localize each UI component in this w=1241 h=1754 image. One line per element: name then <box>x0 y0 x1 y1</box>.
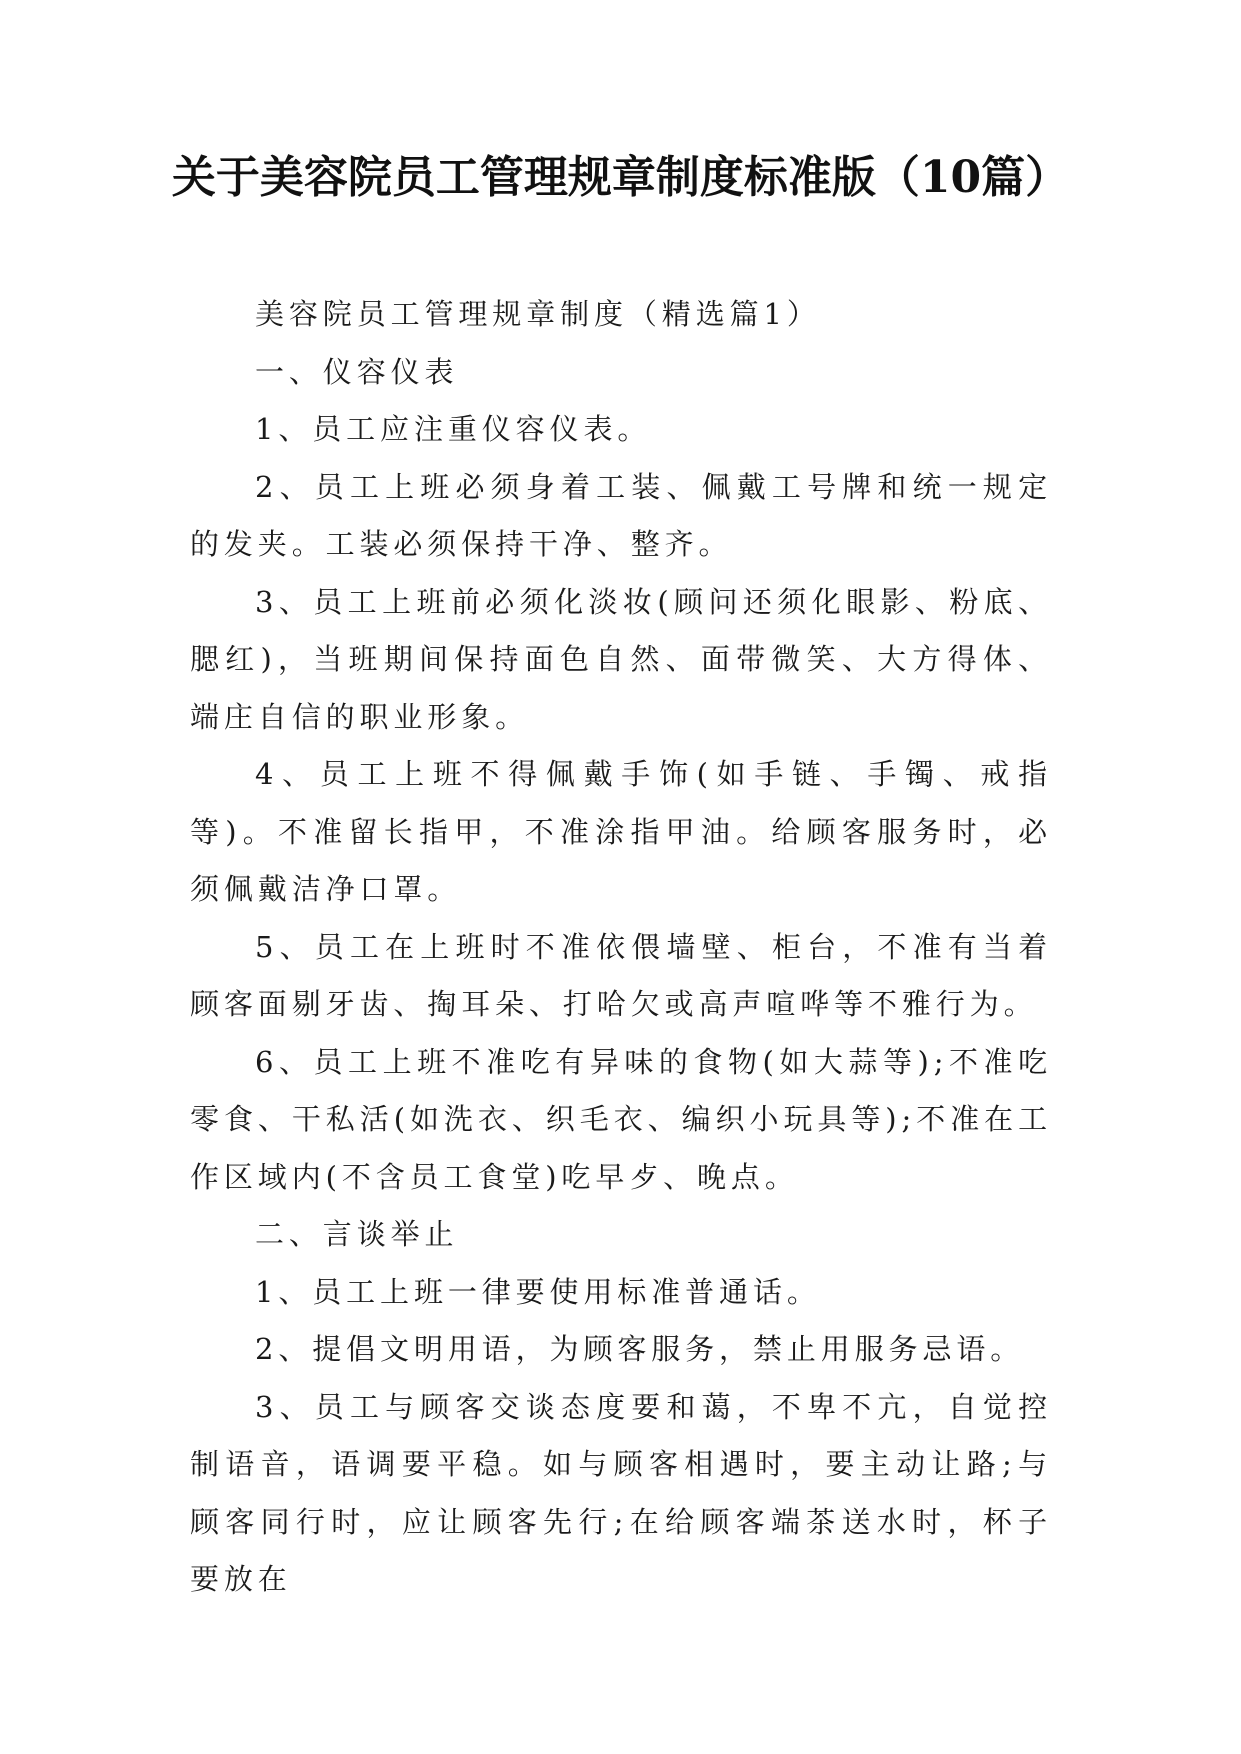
document-body <box>190 286 1052 1609</box>
paragraph-appearance-5: 5、员工在上班时不准依偎墙壁、柜台，不准有当着顾客面剔牙齿、掏耳朵、打哈欠或高声喧哗等不雅行为。 <box>190 929 1052 1021</box>
section-heading-article-1: 美容院员工管理规章制度（精选篇1） <box>255 297 821 331</box>
section-heading-conduct: 二、言谈举止 <box>255 1217 459 1251</box>
paragraph-appearance-2: 2、员工上班必须身着工装、佩戴工号牌和统一规定的发夹。工装必须保持干净、整齐。 <box>190 469 1052 561</box>
paragraph-appearance-1: 1、员工应注重仪容仪表。 <box>255 412 652 446</box>
section-heading-appearance: 一、仪容仪表 <box>255 354 459 389</box>
document-title: 关于美容院员工管理规章制度标准版（10篇） <box>171 152 1070 203</box>
paragraph-appearance-6: 6、员工上班不准吃有异味的食物(如大蒜等);不准吃零食、干私活(如洗衣、织毛衣、编织小玩具等);不准在工作区域内(不含员工食堂)吃早歺、晚点。 <box>190 1044 1052 1194</box>
paragraph-conduct-1: 1、员工上班一律要使用标准普通话。 <box>255 1274 821 1309</box>
paragraph-conduct-3: 3、员工与顾客交谈态度要和蔼，不卑不亢，自觉控制语音，语调要平稳。如与顾客相遇时，要主动让路;与顾客同行时，应让顾客先行;在给顾客端茶送水时，杯子要放在 <box>190 1389 1052 1596</box>
paragraph-conduct-2: 2、提倡文明用语，为顾客服务，禁止用服务忌语。 <box>255 1332 1025 1366</box>
paragraph-appearance-4: 4、员工上班不得佩戴手饰(如手链、手镯、戒指等)。不准留长指甲，不准涂指甲油。给顾客服务时，必须佩戴洁净口罩。 <box>190 757 1052 906</box>
paragraph-appearance-3: 3、员工上班前必须化淡妆(顾问还须化眼影、粉底、腮红)，当班期间保持面色自然、面带微笑、大方得体、端庄自信的职业形象。 <box>190 584 1052 734</box>
